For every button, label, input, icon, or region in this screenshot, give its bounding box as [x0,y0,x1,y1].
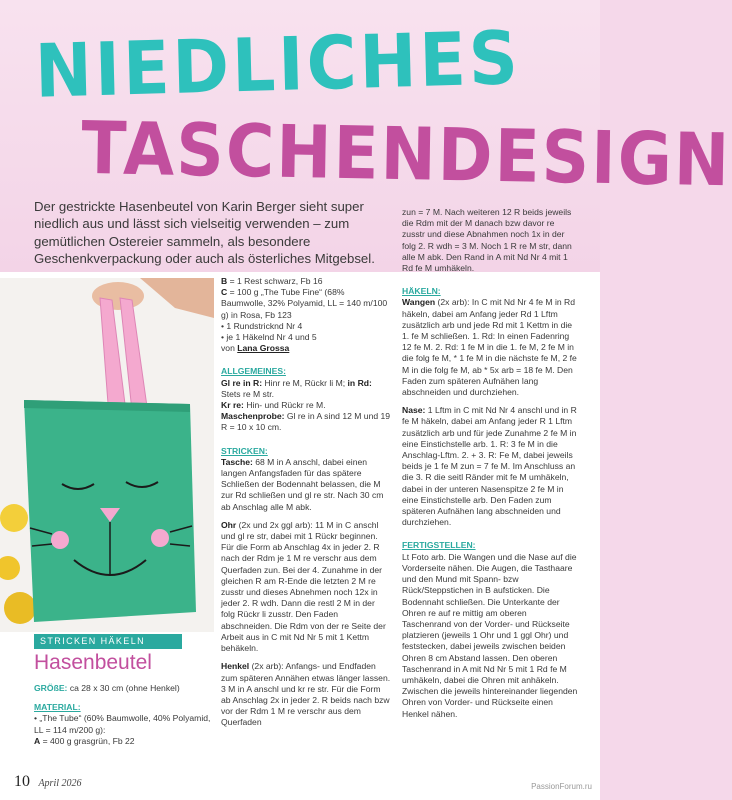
maschenprobe-line: Maschenprobe: Gl re in A sind 12 M und 19 R = 10 x 10 cm. [221,411,391,433]
cheek-right [151,529,169,547]
needles-2: • je 1 Häkelnd Nr 4 und 5 [221,332,317,343]
material-c: C = 100 g „The Tube Fine“ (68% Baumwolle, 32% Polyamid, LL = 140 m/100 g) in Rosa, Fb 123 [221,287,388,320]
size-value: ca 28 x 30 cm (ohne Henkel) [69,683,180,693]
hand-shape [92,282,144,310]
flower-icon [0,504,28,532]
allgemeines-heading: ALLGEMEINES: [221,366,286,377]
title-line-1: NIEDLICHES [33,16,522,116]
right-column [402,207,578,720]
material-b: B = 1 Rest schwarz, Fb 16 [221,276,323,286]
nase-paragraph: Nase: 1 Lftm in C mit Nd Nr 4 anschl und in R fe M häkeln, dabei am Anfang jeder R 1 Lftm zusätzlich arb und für jede Zunahme 2 fe M in eine Einstichstelle arb. 1. R: 3 fe M in die Anschlag-Lftm. 2. + 3. R: Fe M, dabei jeweils beids je 1 fe M zun = 7 fe M. Im Anschluss an die 3. R die seitl Ränder mit fe M umhäkeln, dabei in der unteren Nasenspitze 2 fe M in eine Einstichstelle arb. Den Faden zum späteren Aufnähen lang abschneiden und durchziehen. [402,405,577,528]
middle-column [221,276,391,729]
bunny-bag-illustration [0,278,214,632]
fertig-heading: FERTIGSTELLEN: [402,540,476,551]
material-item-1: • „The Tube“ (60% Baumwolle, 40% Polyamid, LL = 114 m/200 g): [34,713,211,735]
page-footer [14,773,174,793]
intro-text: Der gestrickte Hasenbeutel von Karin Berger sieht super niedlich aus und lässt sich vielseitig verwenden – zum gemütlichen Ostereier sammeln, als besondere Geschenkverpackung oder auch als österliches Mitgebsel. [34,199,375,267]
flower-icon [4,592,36,624]
haekeln-heading: HÄKELN: [402,286,441,297]
category-strip: STRICKEN HÄKELN [34,634,182,649]
stricken-heading: STRICKEN: [221,445,268,456]
henkel-paragraph: Henkel (2x arb): Anfangs- und Endfaden zum späteren Annähen etwas länger lassen. 3 M in A anschl und kr re str. Für die Form ab Anschlag 2x in jeder 2. R beids nach bzw vor der Rdm 1 M re verschr aus dem Querfaden [221,661,391,728]
title-line-2: TASCHENDESIGN [80,105,732,203]
gl-re-line: Gl re in R: Hinr re M, Rückr li M; in Rd: Stets re M str. [221,377,372,399]
wangen-paragraph: Wangen (2x arb): In C mit Nd Nr 4 fe M in Rd häkeln, dabei am Anfang jeder Rd 1 Lftm zusätzlich arb und jede Rd mit 1 Kettm in die 1. fe M schließen. 1. Rd: In einen Fadenring 12 fe M. 2. Rd: 1 fe M in die 1. fe M, 2 fe M in die folg fe M, * 1 fe M in die nächste fe M, 2 fe M in die folg fe M, ab * 5x arb = 18 fe M. Den Faden zum späteren Aufnähen lang abschneiden und durchziehen. [402,297,577,398]
page-number: 10 [14,773,30,790]
tasche-paragraph: Tasche: 68 M in A anschl, dabei einen langen Anfangsfaden für das spätere Schließen der Bodennaht belassen, die M zur Rd schließen und gl re str. Nach 30 cm ab Anschlag alle M abk. [221,456,384,512]
material-heading: MATERIAL: [34,702,81,713]
ohr-paragraph: Ohr (2x und 2x ggl arb): 11 M in C anschl und gl re str, dabei mit 1 Rückr beginnen. Für die Form ab Anschlag 4x in jeder 2. R nach der Rdm je 1 M re verschr aus dem Querfaden zun. Bei der 4. Zunahme in der gleichen R am R-Ende die letzten 2 M re zusstr und dieses Abnehmen noch 12x in jeder 2. R wdh. Dann die restl 2 M in der folg Rückr li zusstr. Den Faden abschneiden. Die Rdm von der re Seite der Arbeit aus in C mit Nd Nr 5 mit 1 Kettm behäkeln. [221,519,386,654]
left-column [34,683,212,747]
kr-re-line: Kr re: Hin- und Rückr re M. [221,400,326,411]
bag-photo [0,278,214,632]
brand-line: von Lana Grossa [221,343,290,354]
watermark: PassionForum.ru [531,782,592,791]
cheek-left [51,531,69,549]
material-a: A = 400 g grasgrün, Fb 22 [34,735,135,746]
project-title: Hasenbeutel [34,651,152,674]
needles-1: • 1 Rundstricknd Nr 4 [221,320,303,331]
size-label: GRÖßE: [34,683,68,693]
issue-date: April 2026 [38,778,82,789]
fertig-paragraph: Lt Foto arb. Die Wangen und die Nase auf die Vorderseite nähen. Die Augen, die Tasthaare und den Mund mit Spann- bzw Rück/Steppstichen in B aufsticken. Die Bodennaht schließen. Die Unterkante der Ohren re auf re mittig am oberen Taschenrand von der Vorder- und Rückseite platzieren (jeweils 1 Ohr und 1 ggl Ohr) und feststecken, dabei jeweils zwischen beiden Ohren 8 cm Abstand lassen. Den oberen Taschenrand in A mit Nd Nr 5 mit 1 Rd fe M umhäkeln, dabei die Ohren mit anhäkeln. Zwischen die jeweils hintereinander liegenden Ohren von Vorder- und Rückseite einen Henkel nähen. [402,551,578,719]
size-line [34,683,212,694]
henkel-continued: zun = 7 M. Nach weiteren 12 R beids jeweils die Rdm mit der M danach bzw davor re zusstr und diese Abnahmen noch 1x in der folg 2. R wdh = 3 M. Noch 1 R re M str, dann alle M abk. Den Rand in A mit Nd Nr 4 mit 1 Rd fe M umhäkeln. [402,207,572,274]
